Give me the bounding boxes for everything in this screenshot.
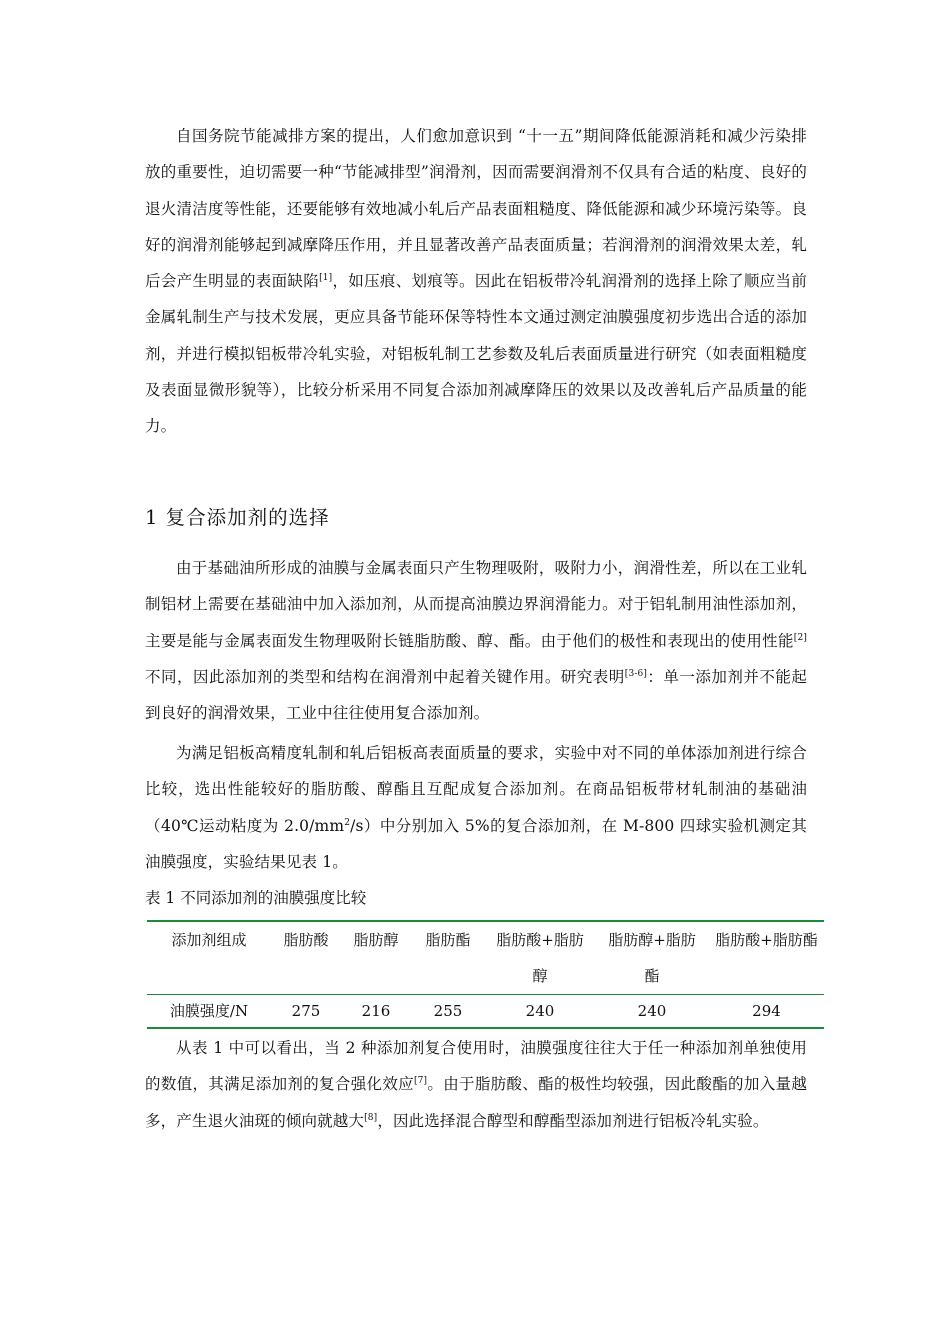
citation-8: [8] [364, 1112, 378, 1123]
superscript-2: 2 [344, 817, 351, 828]
table-cell: 240 [637, 1002, 667, 1020]
table-header-cell: 添加剂组成 [171, 931, 247, 949]
conclusion-paragraph: 从表 1 中可以看出，当 2 种添加剂复合使用时，油膜强度往往大于任一种添加剂单独使用的数值，其满足添加剂的复合强化效应[7]。由于脂肪酸、酯的极性均较强，因此酸酯的加入量越多，产生退火油斑的倾向就越大[8]，因此选择混合醇型和醇酯型添加剂进行铝板冷轧实验。 [145, 1039, 807, 1130]
table-header-cell: 脂肪醇 [353, 931, 399, 949]
table-header-cell: 脂肪醇+脂肪酯 [608, 931, 696, 985]
section-heading: 1 复合添加剂的选择 [145, 506, 330, 529]
table-cell: 油膜强度/N [169, 1002, 249, 1020]
citation-3-6: [3-6] [624, 668, 648, 679]
table-header-cell: 脂肪酯 [425, 931, 471, 949]
oil-film-strength-table [147, 920, 824, 1029]
table-header-cell: 脂肪酸 [283, 931, 329, 949]
citation-1: [1] [319, 273, 333, 284]
table-cell: 294 [752, 1002, 781, 1020]
table-cell: 255 [433, 1002, 463, 1020]
table-cell: 240 [525, 1002, 555, 1020]
citation-7: [7] [414, 1076, 428, 1087]
table-cell: 216 [361, 1002, 391, 1020]
citation-2: [2] [793, 632, 807, 643]
intro-paragraph: 自国务院节能减排方案的提出，人们愈加意识到 “十一五”期间降低能源消耗和减少污染排放的重要性，迫切需要一种“节能减排型”润滑剂，因而需要润滑剂不仅具有合适的粘度、良好的退火清洁度等性能，还要能够有效地减小轧后产品表面粗糙度、降低能源和减少环境污染等。良好的润滑剂能够起到减摩降压作用，并且显著改善产品表面质量；若润滑剂的润滑效果太差，轧后会产生明显的表面缺陷[1]，如压痕、划痕等。因此在铝板带冷轧润滑剂的选择上除了顺应当前金属轧制生产与技术发展，更应具备节能环保等特性本文通过测定油膜强度初步选出合适的添加剂，并进行模拟铝板带冷轧实验，对铝板轧制工艺参数及轧后表面质量进行研究（如表面粗糙度及表面显微形貌等），比较分析采用不同复合添加剂减摩降压的效果以及改善轧后产品质量的能力。 [145, 127, 807, 436]
table-header-cell: 脂肪酸+脂肪酯 [715, 931, 818, 949]
experiment-paragraph: 为满足铝板高精度轧制和轧后铝板高表面质量的要求，实验中对不同的单体添加剂进行综合比较，选出性能较好的脂肪酸、醇酯且互配成复合添加剂。在商品铝板带材轧制油的基础油（40℃运动粘度为 $2.0/mm^2/s$）中分别加入 5%的复合添加剂，在 M-800 四球实验机测定其油膜强度，实验结果见表 1。 [145, 744, 807, 871]
additive-paragraph: 由于基础油所形成的油膜与金属表面只产生物理吸附，吸附力小，润滑性差，所以在工业轧制铝材上需要在基础油中加入添加剂，从而提高油膜边界润滑能力。对于铝轧制用油性添加剂，主要是能与金属表面发生物理吸附长链脂肪酸、醇、酯。由于他们的极性和表现出的使用性能[2]不同，因此添加剂的类型和结构在润滑剂中起着关键作用。研究表明[3-6]：单一添加剂并不能起到良好的润滑效果，工业中往往使用复合添加剂。 [145, 559, 807, 723]
table-cell: 275 [291, 1002, 321, 1020]
table-caption: 表 1 不同添加剂的油膜强度比较 [145, 889, 367, 907]
table-header-row [147, 922, 824, 995]
table-header-cell: 脂肪酸+脂肪醇 [496, 931, 584, 985]
table-row [147, 995, 824, 1027]
